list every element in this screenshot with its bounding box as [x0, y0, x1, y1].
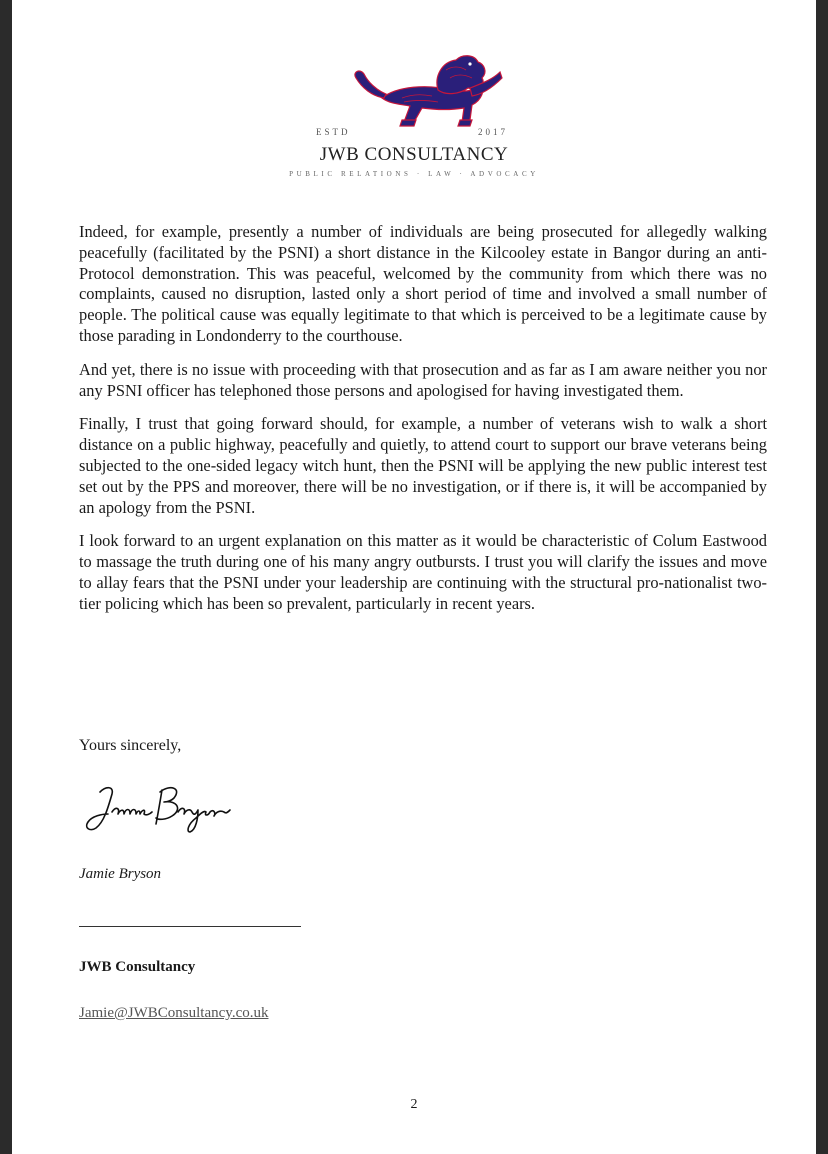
- firm-name: JWB Consultancy: [79, 959, 196, 975]
- company-name: JWB CONSULTANCY: [319, 144, 509, 165]
- estd-year: 2017: [478, 127, 508, 137]
- email-link[interactable]: Jamie@JWBConsultancy.co.uk: [79, 1005, 269, 1021]
- letter-body: [79, 222, 767, 628]
- paragraph: I look forward to an urgent explanation on this matter as it would be characteristic of Colum Eastwood to massage the truth during one of his many angry outbursts. I trust you will clarify the issues and move to allay fears that the PSNI under your leadership are continuing with the structural pro-nationalist two-tier policing which has been so prevalent, particularly in recent years.: [79, 531, 767, 613]
- handwritten-signature: [78, 778, 258, 838]
- paragraph: And yet, there is no issue with proceeding with that prosecution and as far as I am aware neither you nor any PSNI officer has telephoned those persons and apologised for having investigated them.: [79, 359, 767, 400]
- company-tagline: PUBLIC RELATIONS · LAW · ADVOCACY: [289, 170, 539, 178]
- page-edge-right: [816, 0, 828, 1154]
- signer-name: Jamie Bryson: [79, 866, 162, 882]
- page-edge-left: [0, 0, 12, 1154]
- estd-label: ESTD: [316, 127, 351, 137]
- letter-page: [12, 0, 816, 1154]
- signature-rule: [79, 926, 301, 927]
- page-number: 2: [410, 1097, 418, 1112]
- paragraph: Indeed, for example, presently a number of individuals are being prosecuted for allegedly walking peacefully (facilitated by the PSNI) a short distance in the Kilcooley estate in Bangor during an anti-Protocol demonstration. This was peaceful, welcomed by the community from which there was no complaints, caused no disruption, lasted only a short period of time and involved a small number of people. The political cause was equally legitimate to that which is perceived to be a legitimate cause by those parading in Londonderry to the courthouse.: [79, 222, 767, 345]
- paragraph: Finally, I trust that going forward should, for example, a number of veterans wish to walk a short distance on a public highway, peacefully and quietly, to attend court to support our brave veterans being subjected to the one-sided legacy witch hunt, then the PSNI will be applying the new public interest test set out by the PPS and moreover, there will be no investigation, or if there is, it will be accompanied by an apology from the PSNI.: [79, 414, 767, 517]
- closing-salutation: Yours sincerely,: [79, 737, 182, 754]
